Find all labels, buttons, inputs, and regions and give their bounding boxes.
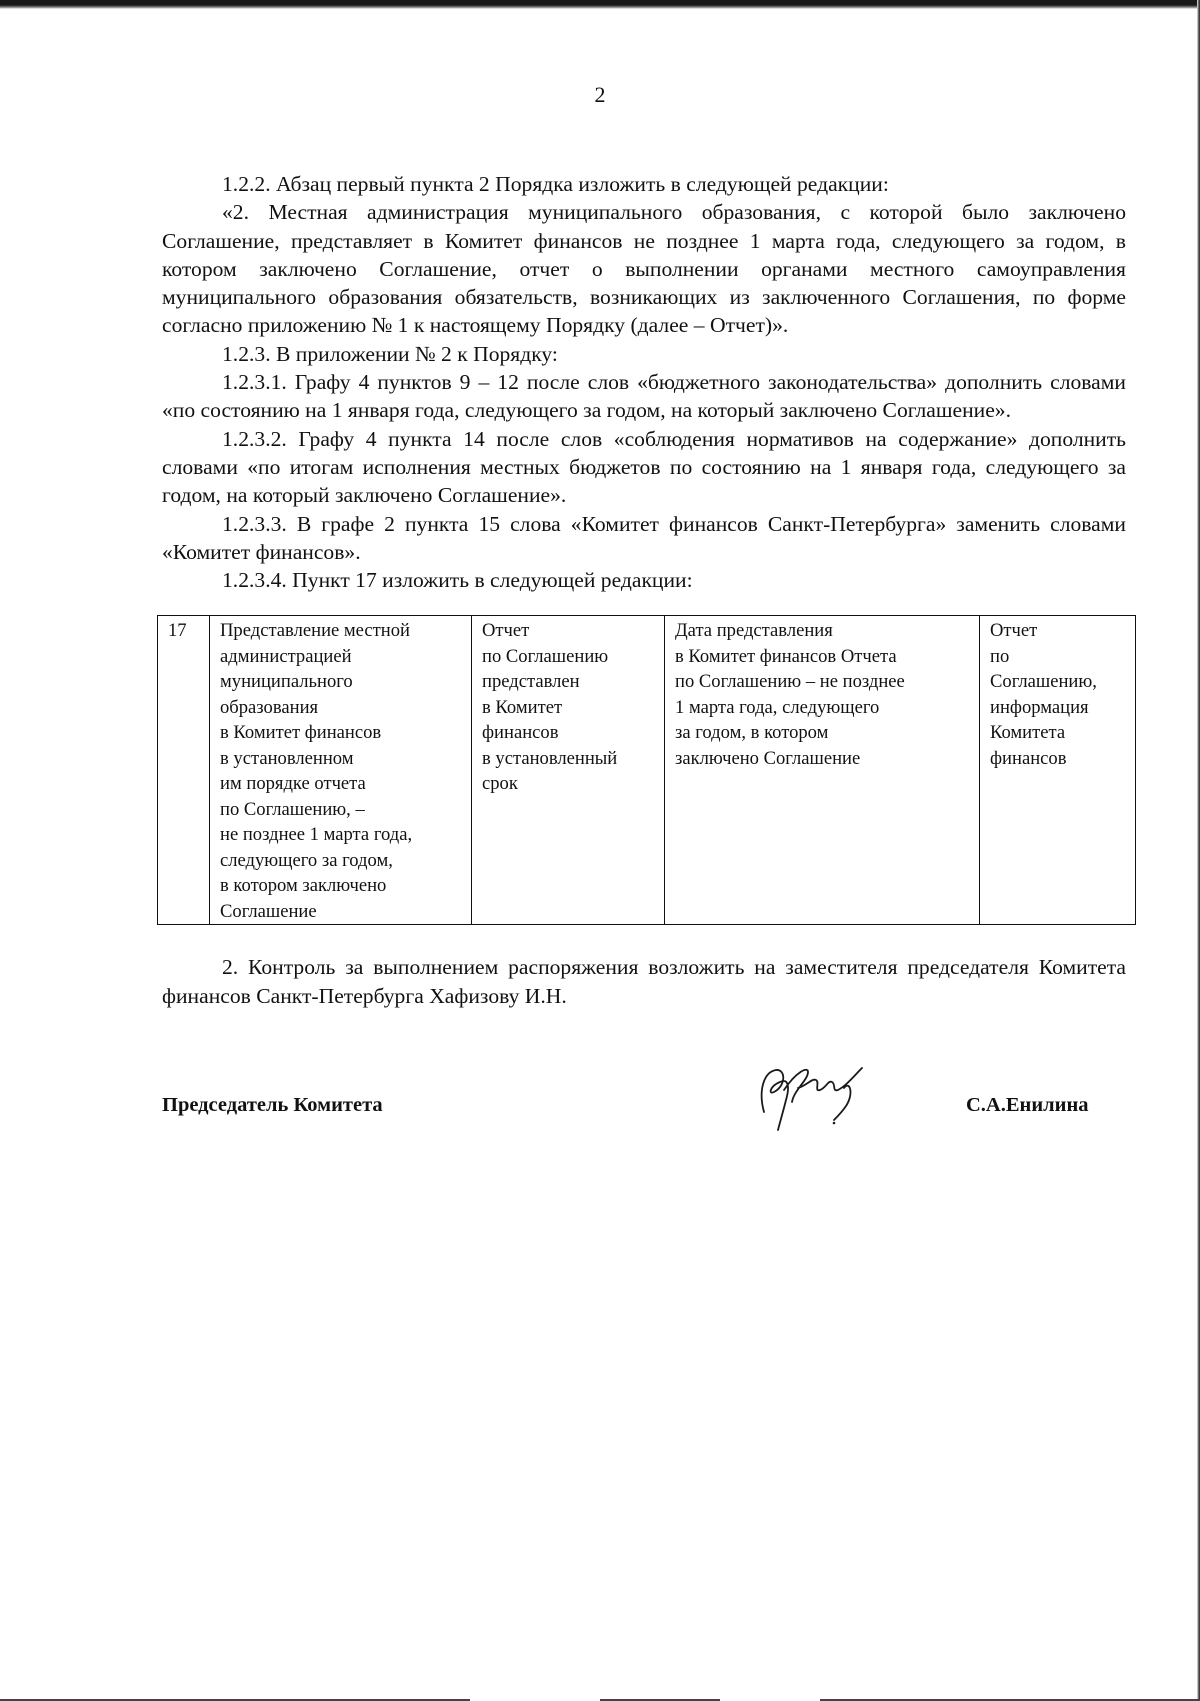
paragraph-quote-point-2: «2. Местная администрация муниципального образования, с которой было заключено Соглашение, представляет в Комитет финансов не позднее 1 марта года, следующего за годом, в котором заключено Соглашение, отчет о выполнении органами местного самоуправления муниципального образования обязательств, возникающих из заключенного Соглашения, по форме согласно приложению № 1 к настоящему Порядку (далее – Отчет)». bbox=[162, 200, 1126, 338]
paragraph-1-2-2: 1.2.2. Абзац первый пункта 2 Порядка изложить в следующей редакции: bbox=[222, 172, 889, 196]
handwritten-signature bbox=[750, 1060, 885, 1135]
table-cell-source: Отчет по Соглашению, информация Комитета финансов bbox=[980, 616, 1136, 925]
scan-border-top bbox=[0, 0, 1200, 9]
table-cell-number: 17 bbox=[158, 616, 210, 925]
document-body bbox=[162, 170, 1126, 594]
paragraph-1-2-3: 1.2.3. В приложении № 2 к Порядку: bbox=[222, 341, 558, 366]
scan-border-bottom bbox=[0, 1697, 1200, 1701]
paragraph-1-2-3-3: 1.2.3.3. В графе 2 пункта 15 слова «Комитет финансов Санкт-Петербурга» заменить словами «Комитет финансов». bbox=[162, 511, 1126, 564]
table-cell-requirement: Представление местной администрацией муниципального образования в Комитет финансов в установленном им порядке отчета по Соглашению, – не позднее 1 марта года, следующего за годом, в котором заключено Соглашение bbox=[210, 616, 472, 925]
paragraph-control: 2. Контроль за выполнением распоряжения возложить на заместителя председателя Комитета финансов Санкт-Петербурга Хафизову И.Н. bbox=[162, 955, 1126, 1008]
signatory-title: Председатель Комитета bbox=[162, 1094, 383, 1116]
paragraph-1-2-3-2: 1.2.3.2. Графу 4 пункта 14 после слов «соблюдения нормативов на содержание» дополнить словами «по итогам исполнения местных бюджетов по состоянию на 1 января года, следующего за годом, на который заключено Соглашение». bbox=[162, 426, 1126, 508]
table-row bbox=[158, 616, 1136, 925]
page-number: 2 bbox=[594, 82, 606, 107]
amendment-table bbox=[157, 615, 1136, 925]
table-cell-indicator: Отчет по Соглашению представлен в Комитет финансов в установленный срок bbox=[472, 616, 665, 925]
paragraph-1-2-3-1: 1.2.3.1. Графу 4 пунктов 9 – 12 после слов «бюджетного законодательства» дополнить словами «по состоянию на 1 января года, следующего за годом, на который заключено Соглашение». bbox=[162, 370, 1126, 423]
table-cell-deadline: Дата представления в Комитет финансов Отчета по Соглашению – не позднее 1 марта года, следующего за годом, в котором заключено Соглашение bbox=[665, 616, 980, 925]
paragraph-1-2-3-4: 1.2.3.4. Пункт 17 изложить в следующей редакции: bbox=[222, 568, 693, 593]
closing-section bbox=[162, 953, 1126, 1010]
signatory-name: С.А.Енилина bbox=[966, 1094, 1089, 1116]
